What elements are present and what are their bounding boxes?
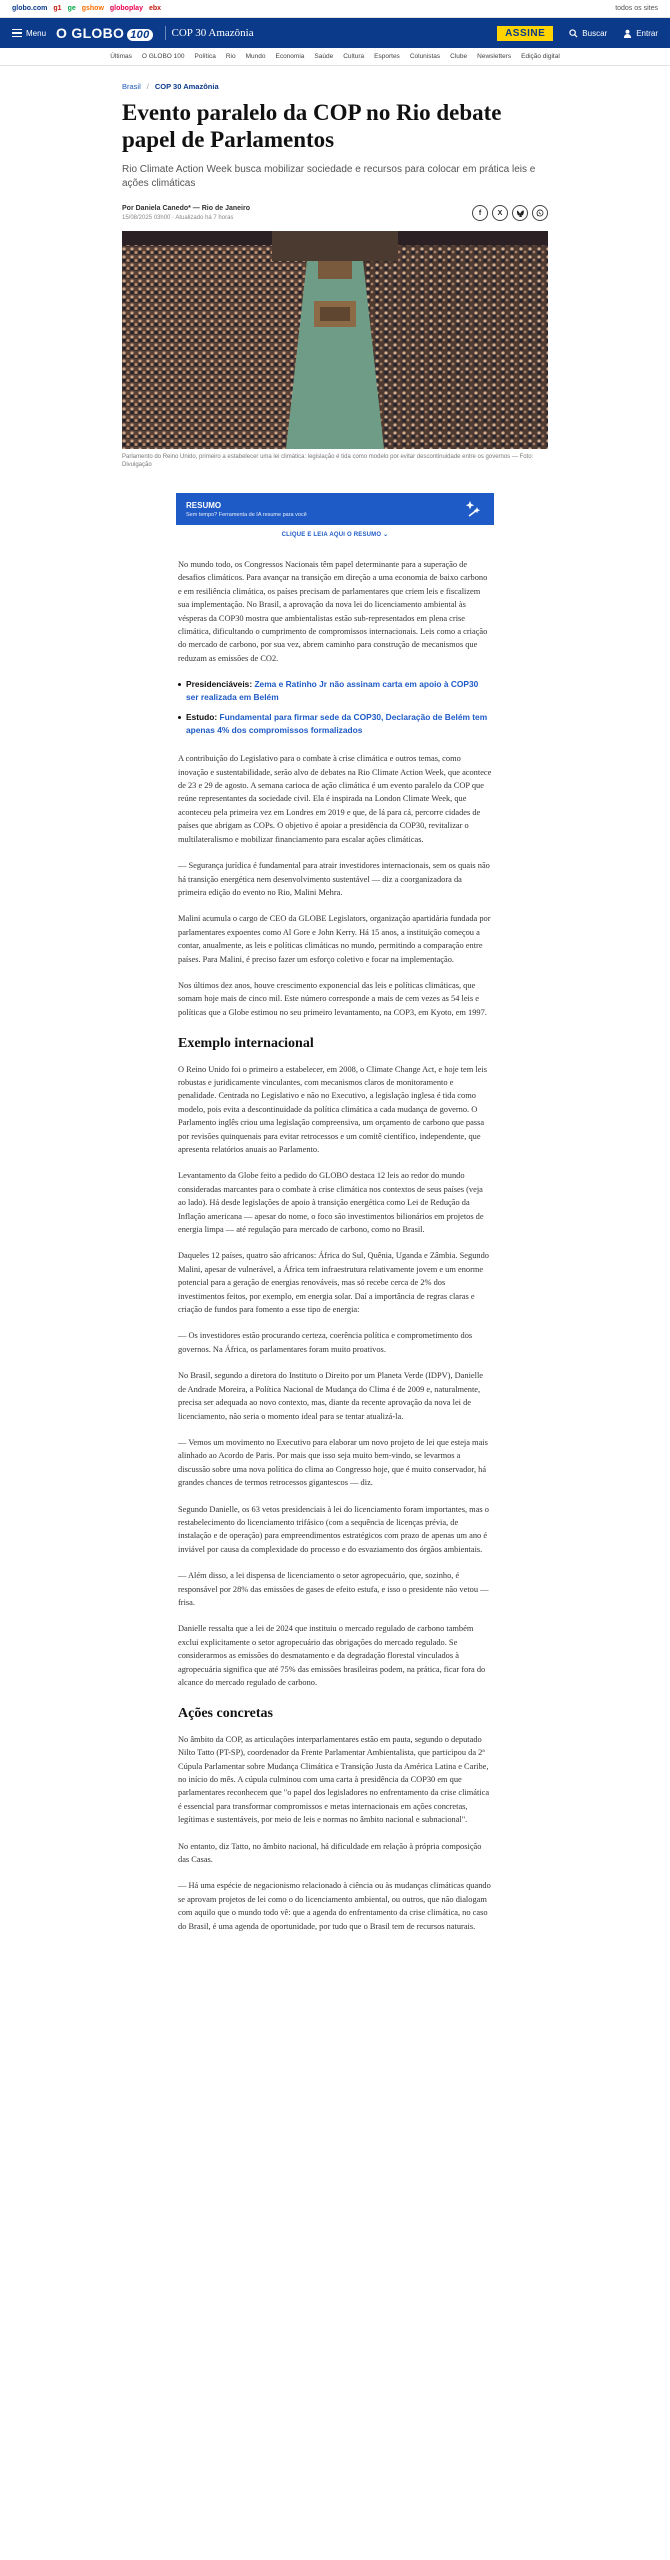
section-heading: Exemplo internacional (178, 1036, 314, 1052)
article-photo[interactable] (122, 231, 548, 449)
nav-item[interactable]: Rio (225, 53, 236, 60)
network-link-ge[interactable]: ge (67, 5, 76, 12)
logo-badge: 100 (127, 29, 152, 41)
paragraph: O Reino Unido foi o primeiro a estabelecer, em 2008, o Climate Change Act, e hoje tem leis robustas e juridicamente vinculantes, com mecanismos claros de monitoramento e penalidade. Centrada no Legislativo e não no Executivo, a legislação inglesa é tida como modelo, pois evita a descontinuidade da política climática a cada mudança de governo. O Parlamento inglês criou uma legislação compreensiva, um orçamento de carbono que passa por revisões quinquenais para evitar retrocessos e um comitê científico, independente, que apresenta relatórios anuais ao Parlamento. (178, 1064, 487, 1154)
nav-item[interactable]: Newsletters (477, 53, 512, 60)
search-label: Buscar (582, 28, 608, 38)
nav-item[interactable]: Colunistas (409, 53, 441, 60)
paragraph: — Os investidores estão procurando certeza, coerência política e comprometimento dos governos. Na África, os parlamentares foram muito proativos. (178, 1331, 473, 1354)
section-nav (0, 48, 670, 66)
paragraph: Nos últimos dez anos, houve crescimento exponencial das leis e políticas climáticas, que somam hoje mais de cinco mil. Este número corresponde a mais de cem vezes as 54 leis e políticas que a Globe estimou no seu primeiro levantamento, na COP3, em Kyoto, em 1997. (178, 980, 487, 1017)
ai-summary-box[interactable] (176, 493, 494, 525)
summary-subtitle: Sem tempo? Ferramenta de IA resume para você (186, 512, 307, 518)
paragraph: No entanto, diz Tatto, no âmbito nacional, há dificuldade em relação à própria composição das Casas. (178, 1841, 482, 1865)
network-link-gshow[interactable]: gshow (81, 5, 104, 12)
parliament-photo-image (122, 231, 548, 449)
whatsapp-icon[interactable] (532, 205, 548, 221)
paragraph: No Brasil, segundo a diretora do Instituto o Direito por um Planeta Verde (IDPV), Danielle de Andrade Moreira, a Política Nacional de Mudança do Clima é de 2009 e, naturalmente, precisa ser adequada ao novo contexto, mas, diante da recente aprovação da nova lei de licenciamento, não seria o momento ideal para se tentar atualizá-la. (178, 1371, 483, 1421)
globo-network-bar (0, 0, 670, 18)
summary-link[interactable]: CLIQUE E LEIA AQUI O RESUMO ⌄ (281, 532, 389, 538)
paragraph: — Há uma espécie de negacionismo relacionado à ciência ou às mudanças climáticas quando se aprovam projetos de lei como o do licenciamento ambiental, ou outros, que não dialogam com aquilo que o mundo todo vê: que a agenda do enfrentamento da crise climática, no caso do Brasil, é uma agenda de oportunidade, por tudo que o Brasil tem de recursos naturais. (178, 1881, 491, 1931)
paragraph: Malini acumula o cargo de CEO da GLOBE Legislators, organização apartidária fundada por parlamentares expoentes como Al Gore e John Kerry. Há 15 anos, a instituição começou a contar, anualmente, as leis e políticas climáticas no mundo, permitindo a comparação entre países. Para Malini, é preciso fazer um esforço coletivo e focar na implementação. (178, 914, 491, 964)
network-link-g1[interactable]: g1 (53, 5, 62, 12)
breadcrumb-section[interactable]: Brasil (122, 82, 141, 91)
related-link[interactable]: Estudo: Fundamental para firmar sede da COP30, Declaração de Belém tem apenas 4% dos compromissos formalizados (178, 711, 492, 736)
login-label: Entrar (636, 28, 658, 38)
article-author: Por Daniela Canedo* — Rio de Janeiro (122, 205, 250, 212)
paragraph: Daqueles 12 países, quatro são africanos: África do Sul, Quênia, Uganda e Zâmbia. Segundo Malini, apesar de vulnerável, a África tem infraestrutura relativamente jovem e um enorme potencial para a geração de energias renováveis, mas só recebe cerca de 2% dos investimentos feitos, por exemplo, em energia solar. Daí a importância de regras claras e criação de fundos para fomento a esse tipo de energia: (178, 1251, 489, 1315)
nav-item[interactable]: O GLOBO 100 (141, 53, 185, 60)
related-link[interactable]: Presidenciáveis: Zema e Ratinho Jr não assinam carta em apoio à COP30 ser realizada em Belém (178, 678, 492, 703)
network-link-globo[interactable]: globo.com (12, 5, 48, 12)
site-header (0, 18, 670, 48)
nav-item[interactable]: Cultura (343, 53, 365, 60)
all-sites-link[interactable]: todos os sites (615, 5, 658, 12)
menu-label: Menu (26, 28, 47, 38)
network-link-globoplay[interactable]: globoplay (109, 5, 143, 12)
hamburger-icon (12, 27, 22, 40)
summary-title: RESUMO (186, 501, 222, 510)
header-section-link[interactable]: COP 30 Amazônia (171, 27, 254, 39)
article-meta (122, 205, 548, 221)
paragraph: Danielle ressalta que a lei de 2024 que instituiu o mercado regulado de carbono também exclui explicitamente o setor agropecuário das obrigações do mercado regulado. Se considerarmos as emissões do desmatamento e da degradação florestal vinculados à agropecuária significa que até 75% das emissões brasileiras podem, na prática, ficar fora do alcance do mercado regulado de carbono. (178, 1624, 486, 1687)
article-body (178, 558, 492, 1933)
paragraph: — Segurança jurídica é fundamental para atrair investidores internacionais, sem os quais não há transição energética nem desenvolvimento sustentável — diz a coorganizadora da primeira edição do evento no Rio, Malini Mehra. (178, 861, 490, 897)
paragraph: A contribuição do Legislativo para o combate à crise climática e outros temas, como inovação e sustentabilidade, serão alvo de debates na Rio Climate Action Week, que acontece de 23 e 29 de agosto. A semana carioca de ação climática é um evento paralelo da COP que reúne representantes da sociedade civil. Ela é inspirada na London Climate Week, que aconteceu pela primeira vez em Londres em 2019 e que, de lá para cá, percorre cidades de países que abrigam as COPs. O objetivo é apoiar a presidência da COP30, revitalizar o multilateralismo e mobilizar financiamento para escalar ações climáticas. (178, 754, 492, 844)
search-icon (569, 29, 578, 38)
section-heading: Ações concretas (178, 1706, 273, 1722)
network-link-ebx[interactable]: ebx (148, 5, 162, 12)
share-bar (468, 205, 548, 221)
breadcrumb: Brasil / COP 30 Amazônia (122, 82, 219, 91)
nav-item[interactable]: Economia (275, 53, 305, 60)
x-icon[interactable]: X (492, 205, 508, 221)
photo-caption: Parlamento do Reino Unido, primeiro a estabelecer uma lei climática: legislação é tida como modelo por evitar descontinuidade entre os governos — Foto: Divulgação (122, 454, 534, 468)
nav-item[interactable]: Saúde (314, 53, 334, 60)
site-logo[interactable]: O GLOBO 100 (56, 25, 152, 41)
subscribe-button[interactable]: ASSINE (497, 26, 553, 41)
nav-item[interactable]: Esportes (374, 53, 400, 60)
paragraph: No âmbito da COP, as articulações interparlamentares estão em pauta, segundo o deputado Nilto Tatto (PT-SP), coordenador da Frente Parlamentar Ambientalista, que participou da 2ª Cúpula Parlamentar sobre Mudança Climática e Transição Justa da América Latina e Caribe, no início do mês. A cúpula culminou com uma carta à presidência da COP30 em que parlamentares reconhecem que "o papel dos legisladores no enfrentamento da crise climática é essencial para transformar compromissos e metas internacionais em ações concretas, legítimas e sustentáveis, por meio de leis e normas no âmbito nacional e subnacional". (178, 1734, 490, 1825)
user-icon (623, 29, 632, 38)
bluesky-icon[interactable] (512, 205, 528, 221)
article-header (122, 82, 548, 469)
sparkle-icon (464, 499, 484, 519)
paragraph: No mundo todo, os Congressos Nacionais têm papel determinante para a superação de desafios climáticos. Para avançar na transição em direção a uma economia de baixo carbono e em resiliência climática, os países precisam de parlamentares que criem leis e fiscalizem sua implementação. No Brasil, a aprovação da nova lei do licenciamento ambiental às vésperas da COP30 mostra que ambientalistas estão sub-representados em plena crise climática, dificultando o cumprimento de compromissos internacionais. Leis como a criação do mercado de carbono, por sua vez, abrem caminho para construção de mecanismos que reduzam as emissões de CO2. (178, 560, 488, 663)
nav-item[interactable]: Últimas (110, 53, 132, 60)
login-button[interactable] (623, 29, 658, 38)
related-links (178, 678, 492, 736)
paragraph: — Além disso, a lei dispensa de licenciamento o setor agropecuário, que, sozinho, é responsável por 28% das emissões de gases de efeito estufa, e isso o presidente não vetou — frisa. (178, 1571, 489, 1607)
menu-button[interactable] (12, 27, 46, 40)
article-subtitle: Rio Climate Action Week busca mobilizar sociedade e recursos para colocar em prática leis e ações climáticas (122, 164, 536, 189)
article-date: 15/08/2025 03h00 · Atualizado há 7 horas (122, 215, 234, 221)
header-divider (165, 26, 166, 40)
search-button[interactable] (569, 29, 607, 38)
facebook-icon[interactable]: f (472, 205, 488, 221)
paragraph: Levantamento da Globe feito a pedido do GLOBO destaca 12 leis ao redor do mundo consideradas marcantes para o combate à crise climática nos contextos de seus países (veja ao lado). Há desde legislações de apoio à transição energética como Lei de Redução da Inflação americana — apesar do nome, o foco são investimentos bilionários em projetos de energia limpa — até regulação para mercado de carbono, como no Brasil. (178, 1171, 484, 1235)
paragraph: Segundo Danielle, os 63 vetos presidenciais à lei do licenciamento foram importantes, mas o restabelecimento do licenciamento trifásico (com a sequência de licenças prévia, de instalação e de operação) para empreendimentos estratégicos com prazo de apenas um ano é inviável por causa da complexidade do processo e do esvaziamento dos órgãos ambientais. (178, 1504, 489, 1554)
breadcrumb-subsection[interactable]: COP 30 Amazônia (154, 82, 219, 91)
article-title: Evento paralelo da COP no Rio debate papel de Parlamentos (122, 100, 502, 152)
paragraph: — Vemos um movimento no Executivo para elaborar um novo projeto de lei que esteja mais alinhado ao Acordo de Paris. Por mais que isso seja muito bem-vindo, se levarmos a discussão sobre uma nova política do clima ao Congresso hoje, que é muito conservador, há grandes chances de termos retrocessos gigantescos — diz. (178, 1437, 488, 1488)
nav-item[interactable]: Política (194, 53, 216, 60)
nav-item[interactable]: Edição digital (521, 53, 560, 60)
nav-item[interactable]: Mundo (245, 53, 266, 60)
nav-item[interactable]: Clube (450, 53, 468, 60)
